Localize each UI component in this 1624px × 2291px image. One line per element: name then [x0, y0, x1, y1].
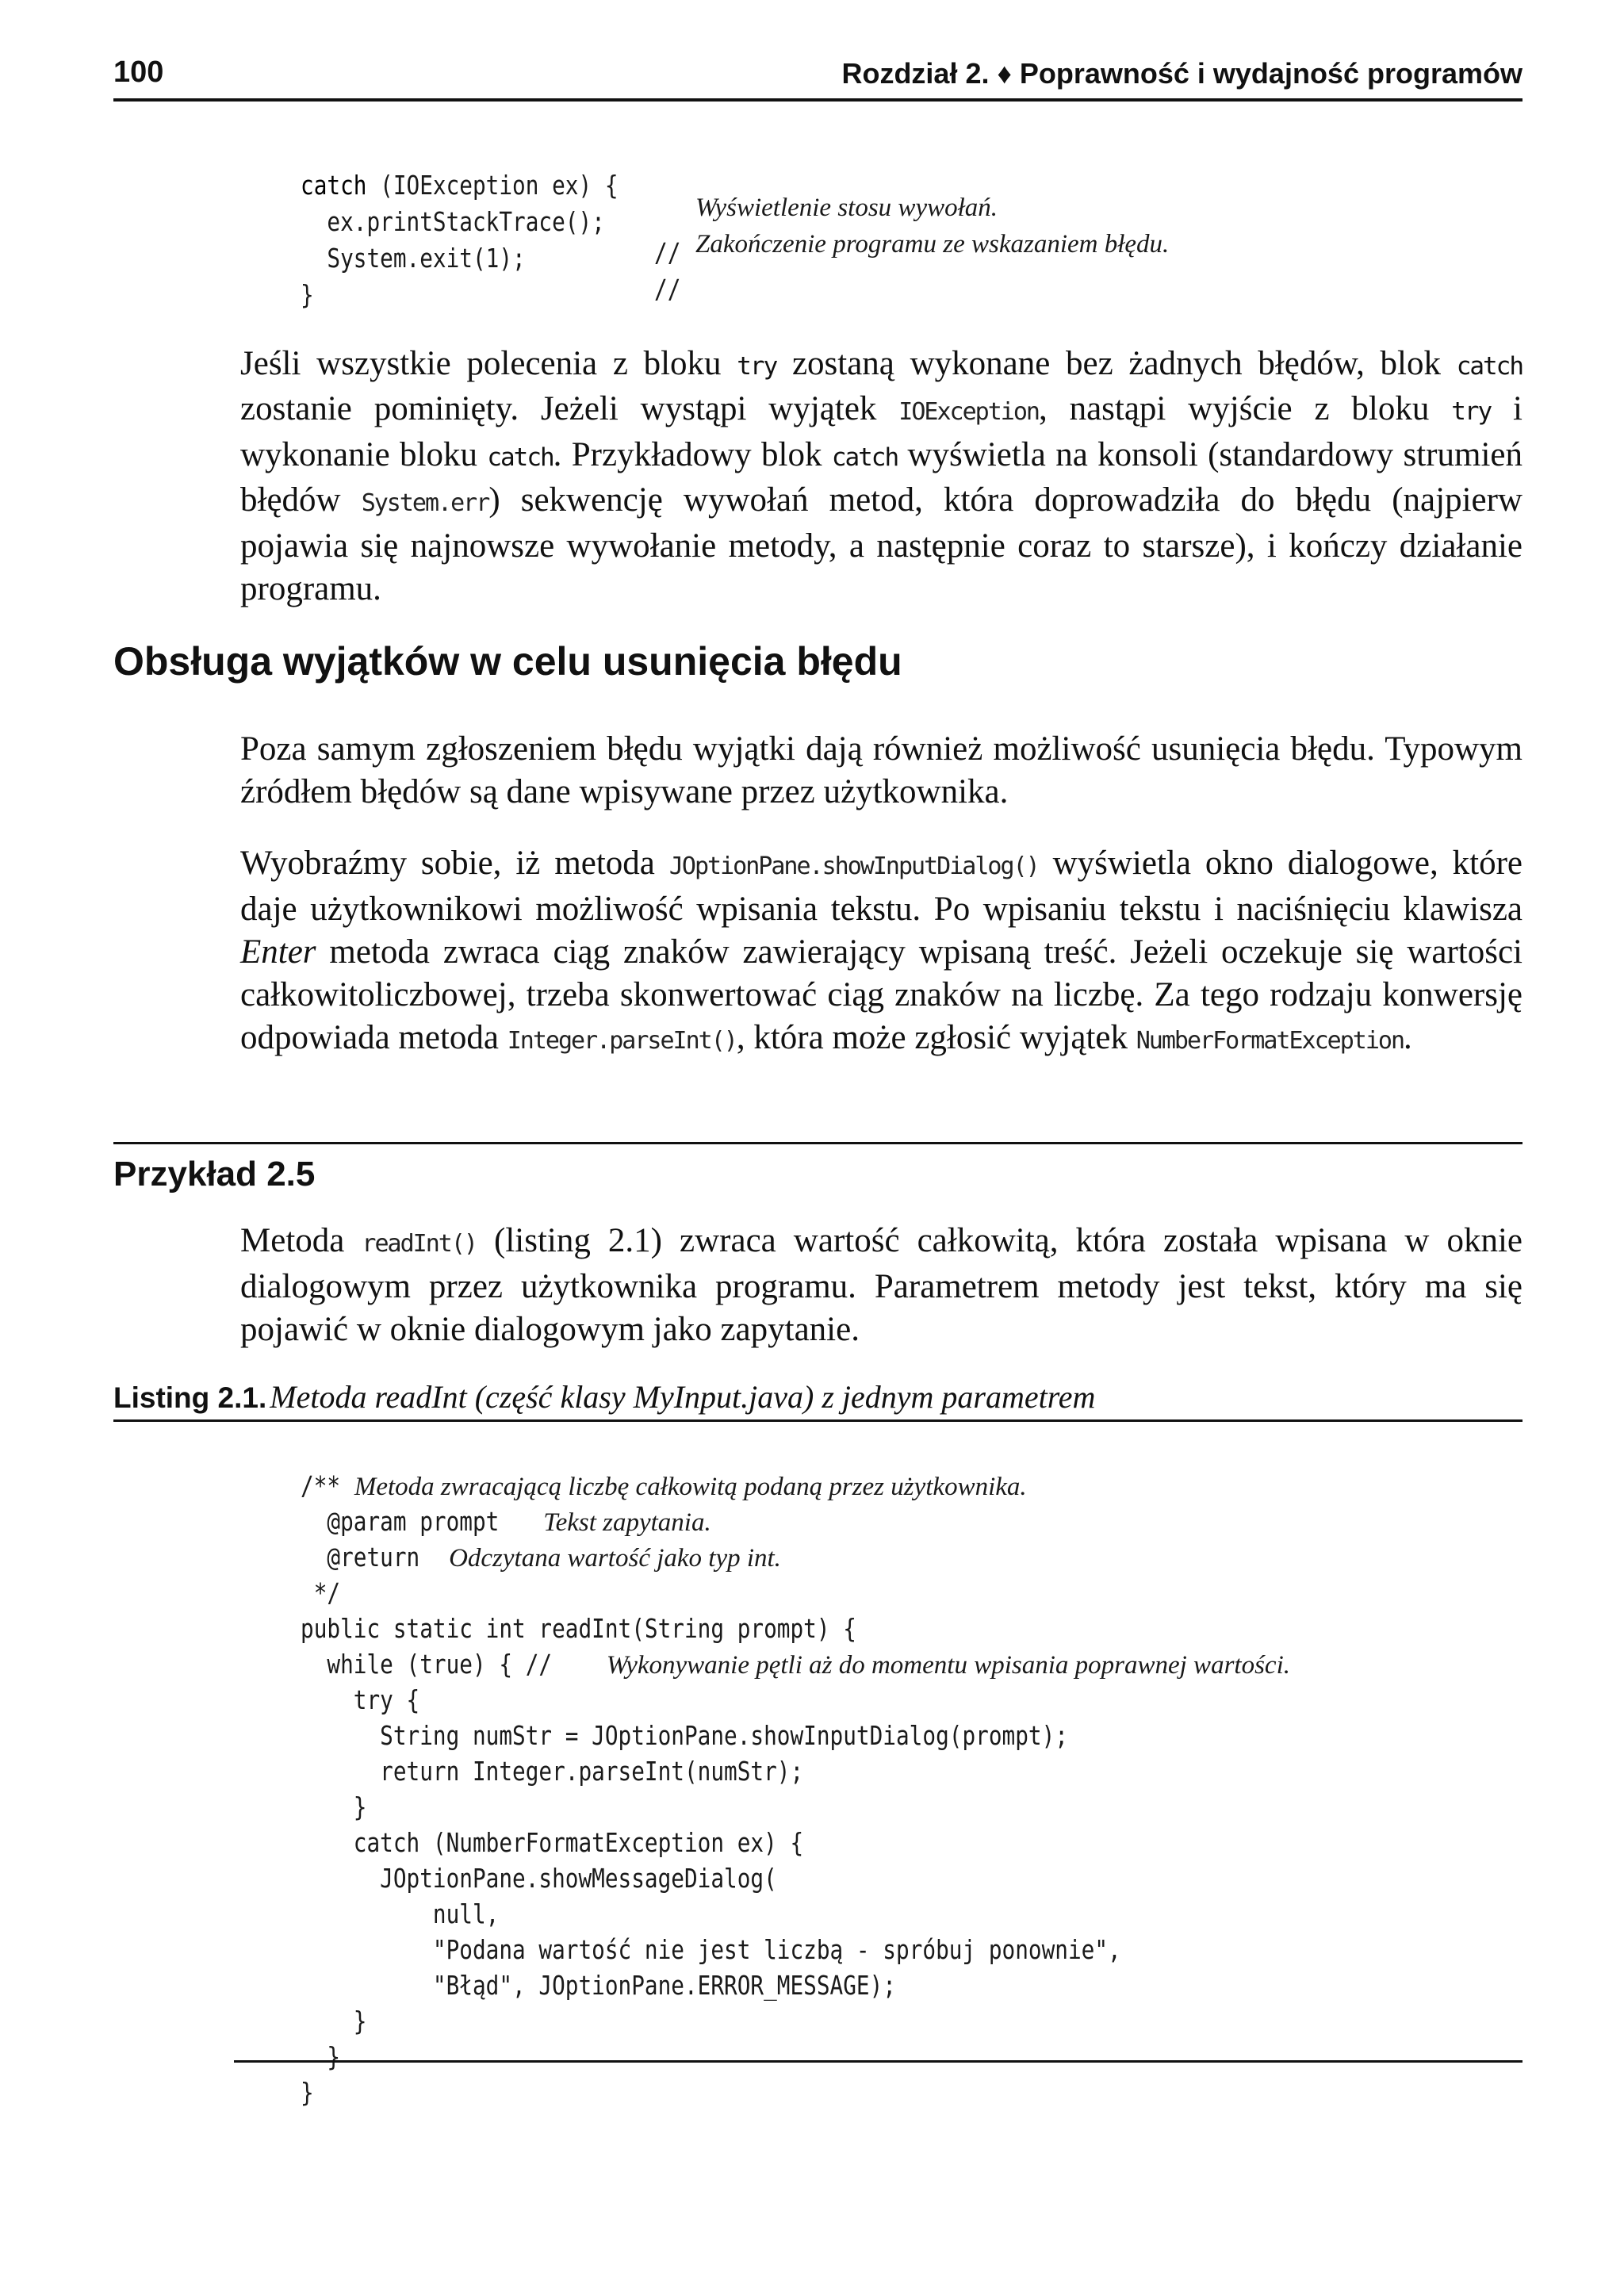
running-header	[113, 52, 1522, 102]
listing-caption	[113, 1378, 1522, 1422]
inline-code: System.err	[361, 489, 489, 517]
code-line: }	[301, 2006, 367, 2036]
listing-end-rule	[234, 2060, 1522, 2063]
code-comment: Zakończenie programu ze wskazaniem błędu.	[695, 230, 1170, 259]
code-line: @return Odczytana wartość jako typ int.	[301, 1542, 781, 1573]
paragraph-error-sources: Poza samym zgłoszeniem błędu wyjątki dają również możliwość usunięcia błędu. Typowym źródłem błędów są dane wpisywane przez użytkownika.	[240, 730, 1522, 810]
code-line: /** Metoda zwracającą liczbę całkowitą podaną przez użytkownika.	[301, 1470, 1027, 1501]
inline-code: NumberFormatException	[1136, 1027, 1404, 1055]
code-text: ex.printStackTrace();	[301, 206, 605, 237]
code-line: */	[301, 1577, 341, 1608]
code-line: }	[301, 2077, 314, 2108]
code-line: JOptionPane.showMessageDialog(	[301, 1863, 777, 1894]
paragraph-example: Metoda readInt() (listing 2.1) zwraca wartość całkowitą, która została wpisana w oknie dialogowym przez użytkownika programu. Parametrem metody jest tekst, który ma się pojawić w oknie dialogowym jako zapytanie.	[240, 1222, 1522, 1348]
inline-code: readInt()	[362, 1230, 477, 1258]
listing-label: Listing 2.1.	[113, 1381, 267, 1414]
code-line: @param prompt Tekst zapytania.	[301, 1506, 711, 1537]
code-comment-slash: //	[654, 237, 681, 268]
code-line	[282, 155, 679, 201]
code-line: while (true) { // Wykonywanie pętli aż do momentu wpisania poprawnej wartości.	[301, 1649, 1290, 1680]
code-fragment-catch	[282, 155, 1170, 310]
chapter-title: Rozdział 2. ♦ Poprawność i wydajność programów	[841, 57, 1522, 90]
code-comment-slash: //	[654, 274, 681, 305]
code-comment: Wyświetlenie stosu wywołań.	[695, 193, 998, 222]
code-line	[282, 265, 316, 310]
code-line: null,	[301, 1898, 500, 1929]
code-line: String numStr = JOptionPane.showInputDialog(prompt);	[301, 1720, 1068, 1751]
code-line: public static int readInt(String prompt) {	[301, 1613, 856, 1644]
section-heading: Obsługa wyjątków w celu usunięcia błędu	[113, 639, 902, 684]
key-name: Enter	[240, 933, 316, 971]
code-text: System.exit(1);	[301, 243, 526, 274]
code-comment: Wykonywanie pętli aż do momentu wpisania poprawnej wartości.	[599, 1651, 1290, 1680]
inline-code: try	[737, 352, 777, 381]
code-line: try {	[301, 1684, 420, 1715]
inline-code: IOException	[898, 398, 1039, 426]
code-line: }	[301, 1791, 367, 1822]
code-text: }	[301, 279, 314, 310]
example-rule	[113, 1142, 1522, 1144]
code-text: (IOException ex) {	[366, 170, 619, 201]
example-heading: Przykład 2.5	[113, 1155, 316, 1193]
listing-code	[282, 1456, 1290, 2108]
inline-code: JOptionPane.showInputDialog()	[668, 852, 1039, 880]
code-comment: Metoda zwracającą liczbę całkowitą podaną przez użytkownika.	[347, 1473, 1027, 1501]
listing-title: Metoda readInt (część klasy MyInput.java) z jednym parametrem	[270, 1379, 1096, 1415]
paragraph-try-catch: Jeśli wszystkie polecenia z bloku try zostaną wykonane bez żadnych błędów, blok catch zostanie pominięty. Jeżeli wystąpi wyjątek IOException, nastąpi wyjście z bloku try i wykonanie bloku catch. Przykładowy blok catch wyświetla na konsoli (standardowy strumień błędów System.err) sekwencję wywołań metod, która doprowadziła do błędu (najpierw pojawia się najnowsze wywołanie metody, a następnie coraz to starsze), i kończy działanie programu.	[240, 345, 1523, 607]
code-line: "Błąd", JOptionPane.ERROR_MESSAGE);	[301, 1970, 896, 2001]
code-comment: Tekst zapytania.	[537, 1508, 711, 1537]
inline-code: try	[1451, 397, 1492, 426]
code-line	[282, 228, 1170, 305]
code-line: "Podana wartość nie jest liczbą - spróbuj ponownie",	[301, 1934, 1121, 1965]
code-keyword: catch	[301, 170, 367, 201]
code-line: return Integer.parseInt(numStr);	[301, 1756, 804, 1787]
inline-code: catch	[831, 443, 898, 472]
code-line: }	[301, 2041, 341, 2072]
inline-code: catch	[487, 443, 553, 472]
page-number: 100	[113, 56, 164, 89]
inline-code: catch	[1456, 352, 1523, 381]
inline-code: Integer.parseInt()	[507, 1027, 737, 1055]
code-line: catch (NumberFormatException ex) {	[301, 1827, 804, 1858]
paragraph-input-dialog: Wyobraźmy sobie, iż metoda JOptionPane.showInputDialog() wyświetla okno dialogowe, które daje użytkownikowi możliwość wpisania tekstu. Po wpisaniu tekstu i naciśnięciu klawisza Enter metoda zwraca ciąg znaków zawierający wpisaną treść. Jeżeli oczekuje się wartości całkowitoliczbowej, trzeba skonwertować ciąg znaków na liczbę. Za tego rodzaju konwersję odpowiada metoda Integer.parseInt(), która może zgłosić wyjątek NumberFormatException.	[240, 845, 1522, 1056]
code-comment: Odczytana wartość jako typ int.	[442, 1544, 781, 1573]
